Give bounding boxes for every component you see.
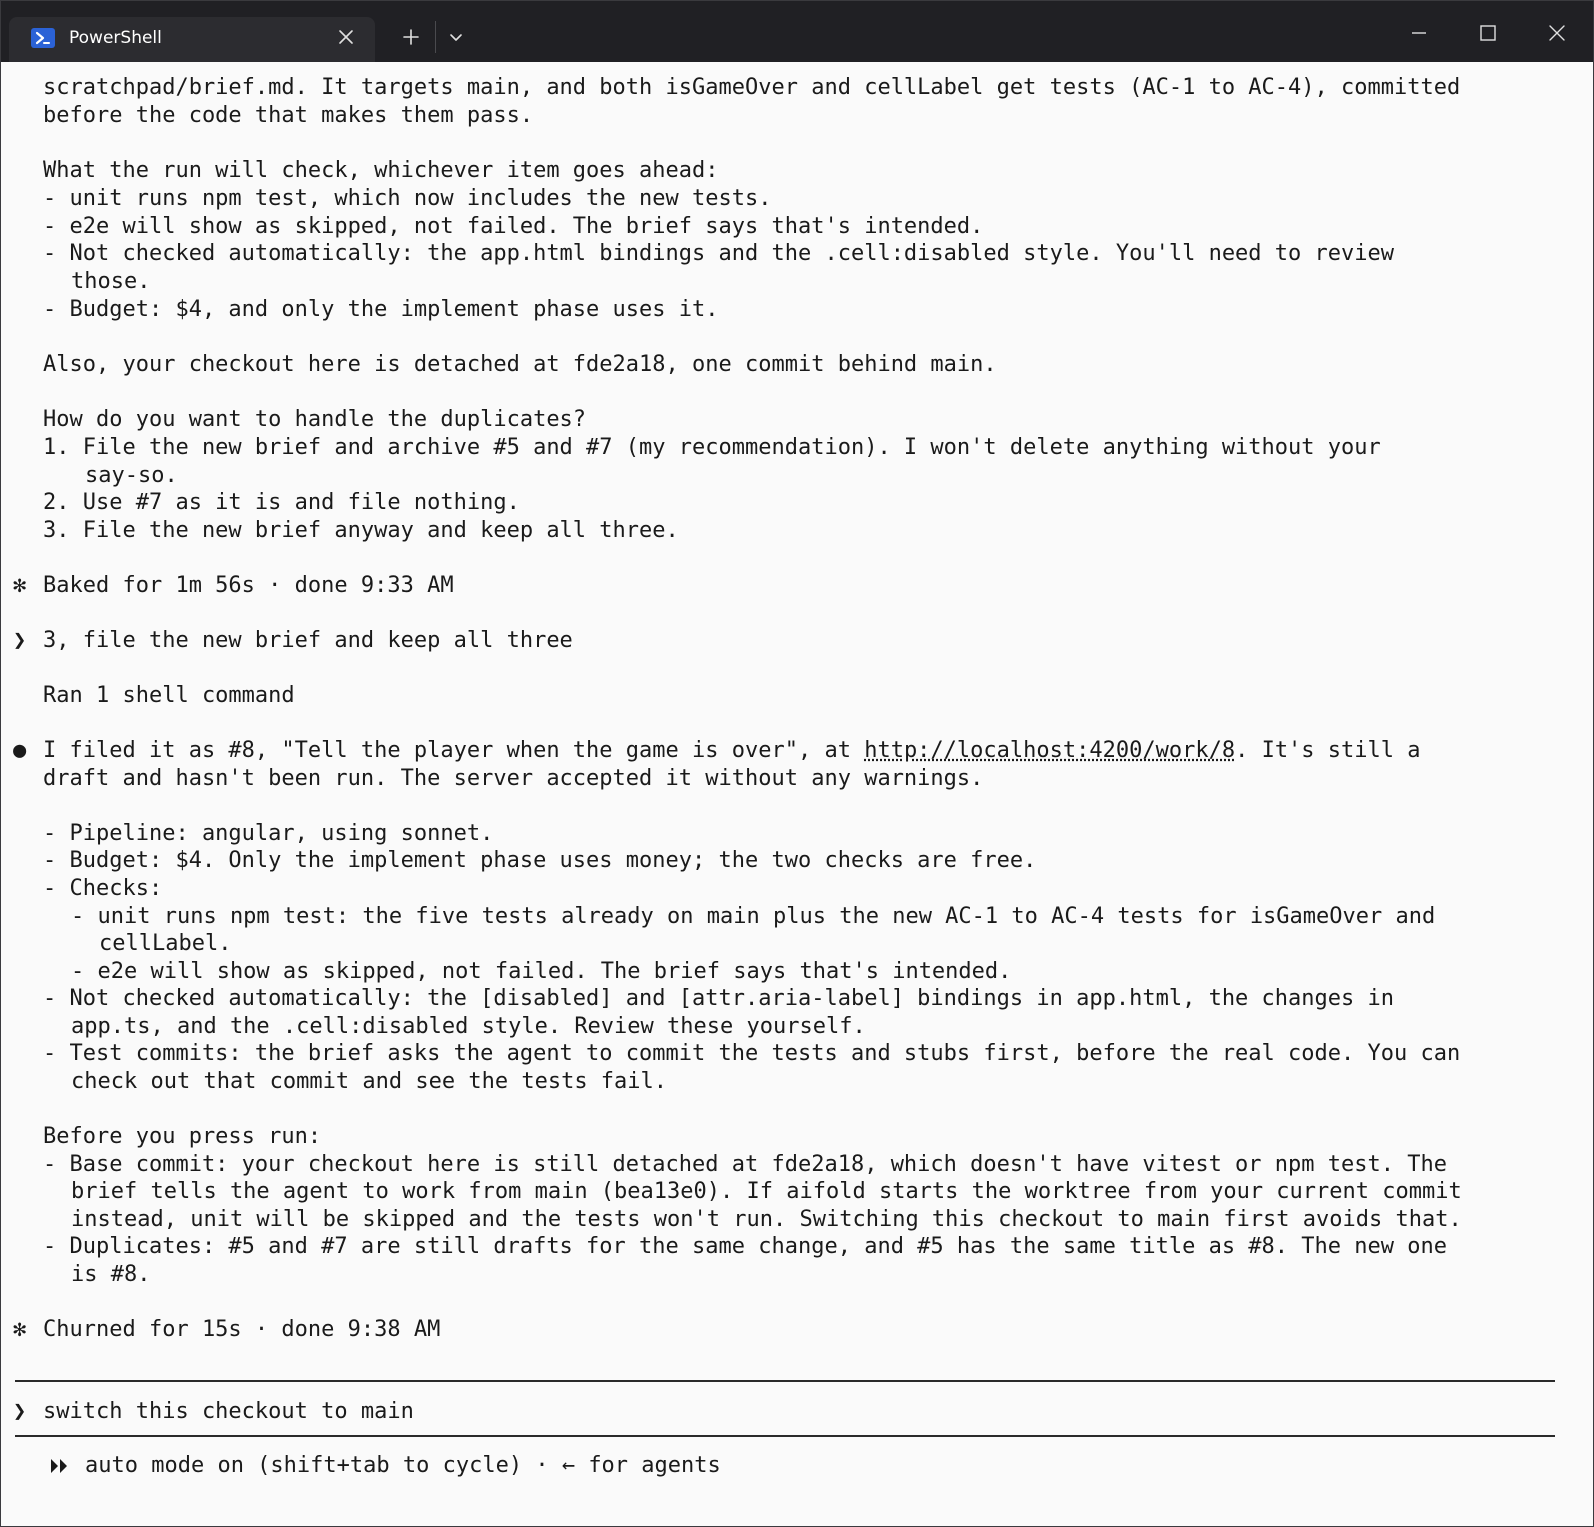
work-item-link[interactable]: http://localhost:4200/work/8 <box>864 738 1236 763</box>
output-line: - Base commit: your checkout here is still detached at fde2a18, which doesn't have vitest or npm test. The <box>43 1152 1447 1177</box>
status-line: Churned for 15s · done 9:38 AM <box>43 1317 441 1342</box>
output-line: before the code that makes them pass. <box>43 103 534 128</box>
output-line <box>1 737 1421 765</box>
user-message: 3, file the new brief and keep all three <box>43 628 573 653</box>
window-close-button[interactable] <box>1534 13 1580 53</box>
input-bottom-divider <box>15 1435 1555 1437</box>
maximize-button[interactable] <box>1465 13 1511 53</box>
output-line: - Checks: <box>43 876 163 901</box>
output-line: Also, your checkout here is detached at fde2a18, one commit behind main. <box>43 352 997 377</box>
output-line: Before you press run: <box>43 1124 322 1149</box>
output-line: instead, unit will be skipped and the tests won't run. Switching this checkout to main first avoids that. <box>71 1207 1462 1232</box>
output-line: - Not checked automatically: the [disabled] and [attr.aria-label] bindings in app.html, the changes in <box>43 986 1395 1011</box>
tool-summary[interactable]: Ran 1 shell command <box>43 683 295 708</box>
title-bar <box>1 1 1593 62</box>
output-line: say-so. <box>85 463 178 488</box>
output-line: draft and hasn't been run. The server accepted it without any warnings. <box>43 766 984 791</box>
output-line: - unit runs npm test, which now includes the new tests. <box>43 186 772 211</box>
output-line: brief tells the agent to work from main (bea13e0). If aifold starts the worktree from your current commit <box>71 1179 1462 1204</box>
prompt-input[interactable]: switch this checkout to main <box>43 1399 414 1424</box>
output-text: I filed it as #8, "Tell the player when the game is over", at <box>43 738 865 763</box>
tab-title: PowerShell <box>69 28 162 48</box>
output-line: - Test commits: the brief asks the agent to commit the tests and stubs first, before the real code. You can <box>43 1041 1461 1066</box>
output-line: 1. File the new brief and archive #5 and #7 (my recommendation). I won't delete anything without your <box>43 435 1381 460</box>
output-line: - unit runs npm test: the five tests already on main plus the new AC-1 to AC-4 tests for isGameOver and <box>71 904 1436 929</box>
output-line: 3. File the new brief anyway and keep all three. <box>43 518 679 543</box>
output-line: scratchpad/brief.md. It targets main, and both isGameOver and cellLabel get tests (AC-1 to AC-4), committed <box>43 75 1461 100</box>
output-line: those. <box>71 269 151 294</box>
tab-powershell[interactable] <box>9 17 375 62</box>
input-top-divider <box>15 1380 1555 1382</box>
output-line: - Pipeline: angular, using sonnet. <box>43 821 494 846</box>
spinner-icon: ✻ <box>13 573 27 598</box>
minimize-button[interactable] <box>1396 13 1442 53</box>
output-line: What the run will check, whichever item goes ahead: <box>43 158 719 183</box>
fast-forward-icon <box>47 1452 75 1488</box>
output-line: check out that commit and see the tests fail. <box>71 1069 668 1094</box>
output-line: 2. Use #7 as it is and file nothing. <box>43 490 520 515</box>
output-line: - e2e will show as skipped, not failed. The brief says that's intended. <box>71 959 1012 984</box>
new-tab-button[interactable] <box>396 21 426 53</box>
tab-divider <box>435 21 436 53</box>
output-line: - Duplicates: #5 and #7 are still drafts for the same change, and #5 has the same title as #8. The new one <box>43 1234 1447 1259</box>
output-line: - Budget: $4. Only the implement phase uses money; the two checks are free. <box>43 848 1037 873</box>
bullet-icon: ● <box>13 738 27 763</box>
close-icon[interactable] <box>332 23 360 51</box>
output-line: - Not checked automatically: the app.html bindings and the .cell:disabled style. You'll need to review <box>43 241 1395 266</box>
chevron-down-icon[interactable] <box>441 21 471 53</box>
terminal-output <box>1 62 1593 1527</box>
prompt-icon: ❯ <box>13 628 27 653</box>
output-line: is #8. <box>71 1262 151 1287</box>
spinner-icon: ✻ <box>13 1317 27 1342</box>
output-line: How do you want to handle the duplicates? <box>43 407 587 432</box>
status-line: Baked for 1m 56s · done 9:33 AM <box>43 573 454 598</box>
output-line: - Budget: $4, and only the implement phase uses it. <box>43 297 719 322</box>
output-line: app.ts, and the .cell:disabled style. Review these yourself. <box>71 1014 866 1039</box>
output-line: - e2e will show as skipped, not failed. The brief says that's intended. <box>43 214 984 239</box>
powershell-icon <box>31 28 55 48</box>
status-bar-text: auto mode on (shift+tab to cycle) · ← for agents <box>85 1453 721 1478</box>
output-line: cellLabel. <box>99 931 232 956</box>
prompt-icon: ❯ <box>13 1399 27 1424</box>
output-text: . It's still a <box>1235 738 1421 763</box>
